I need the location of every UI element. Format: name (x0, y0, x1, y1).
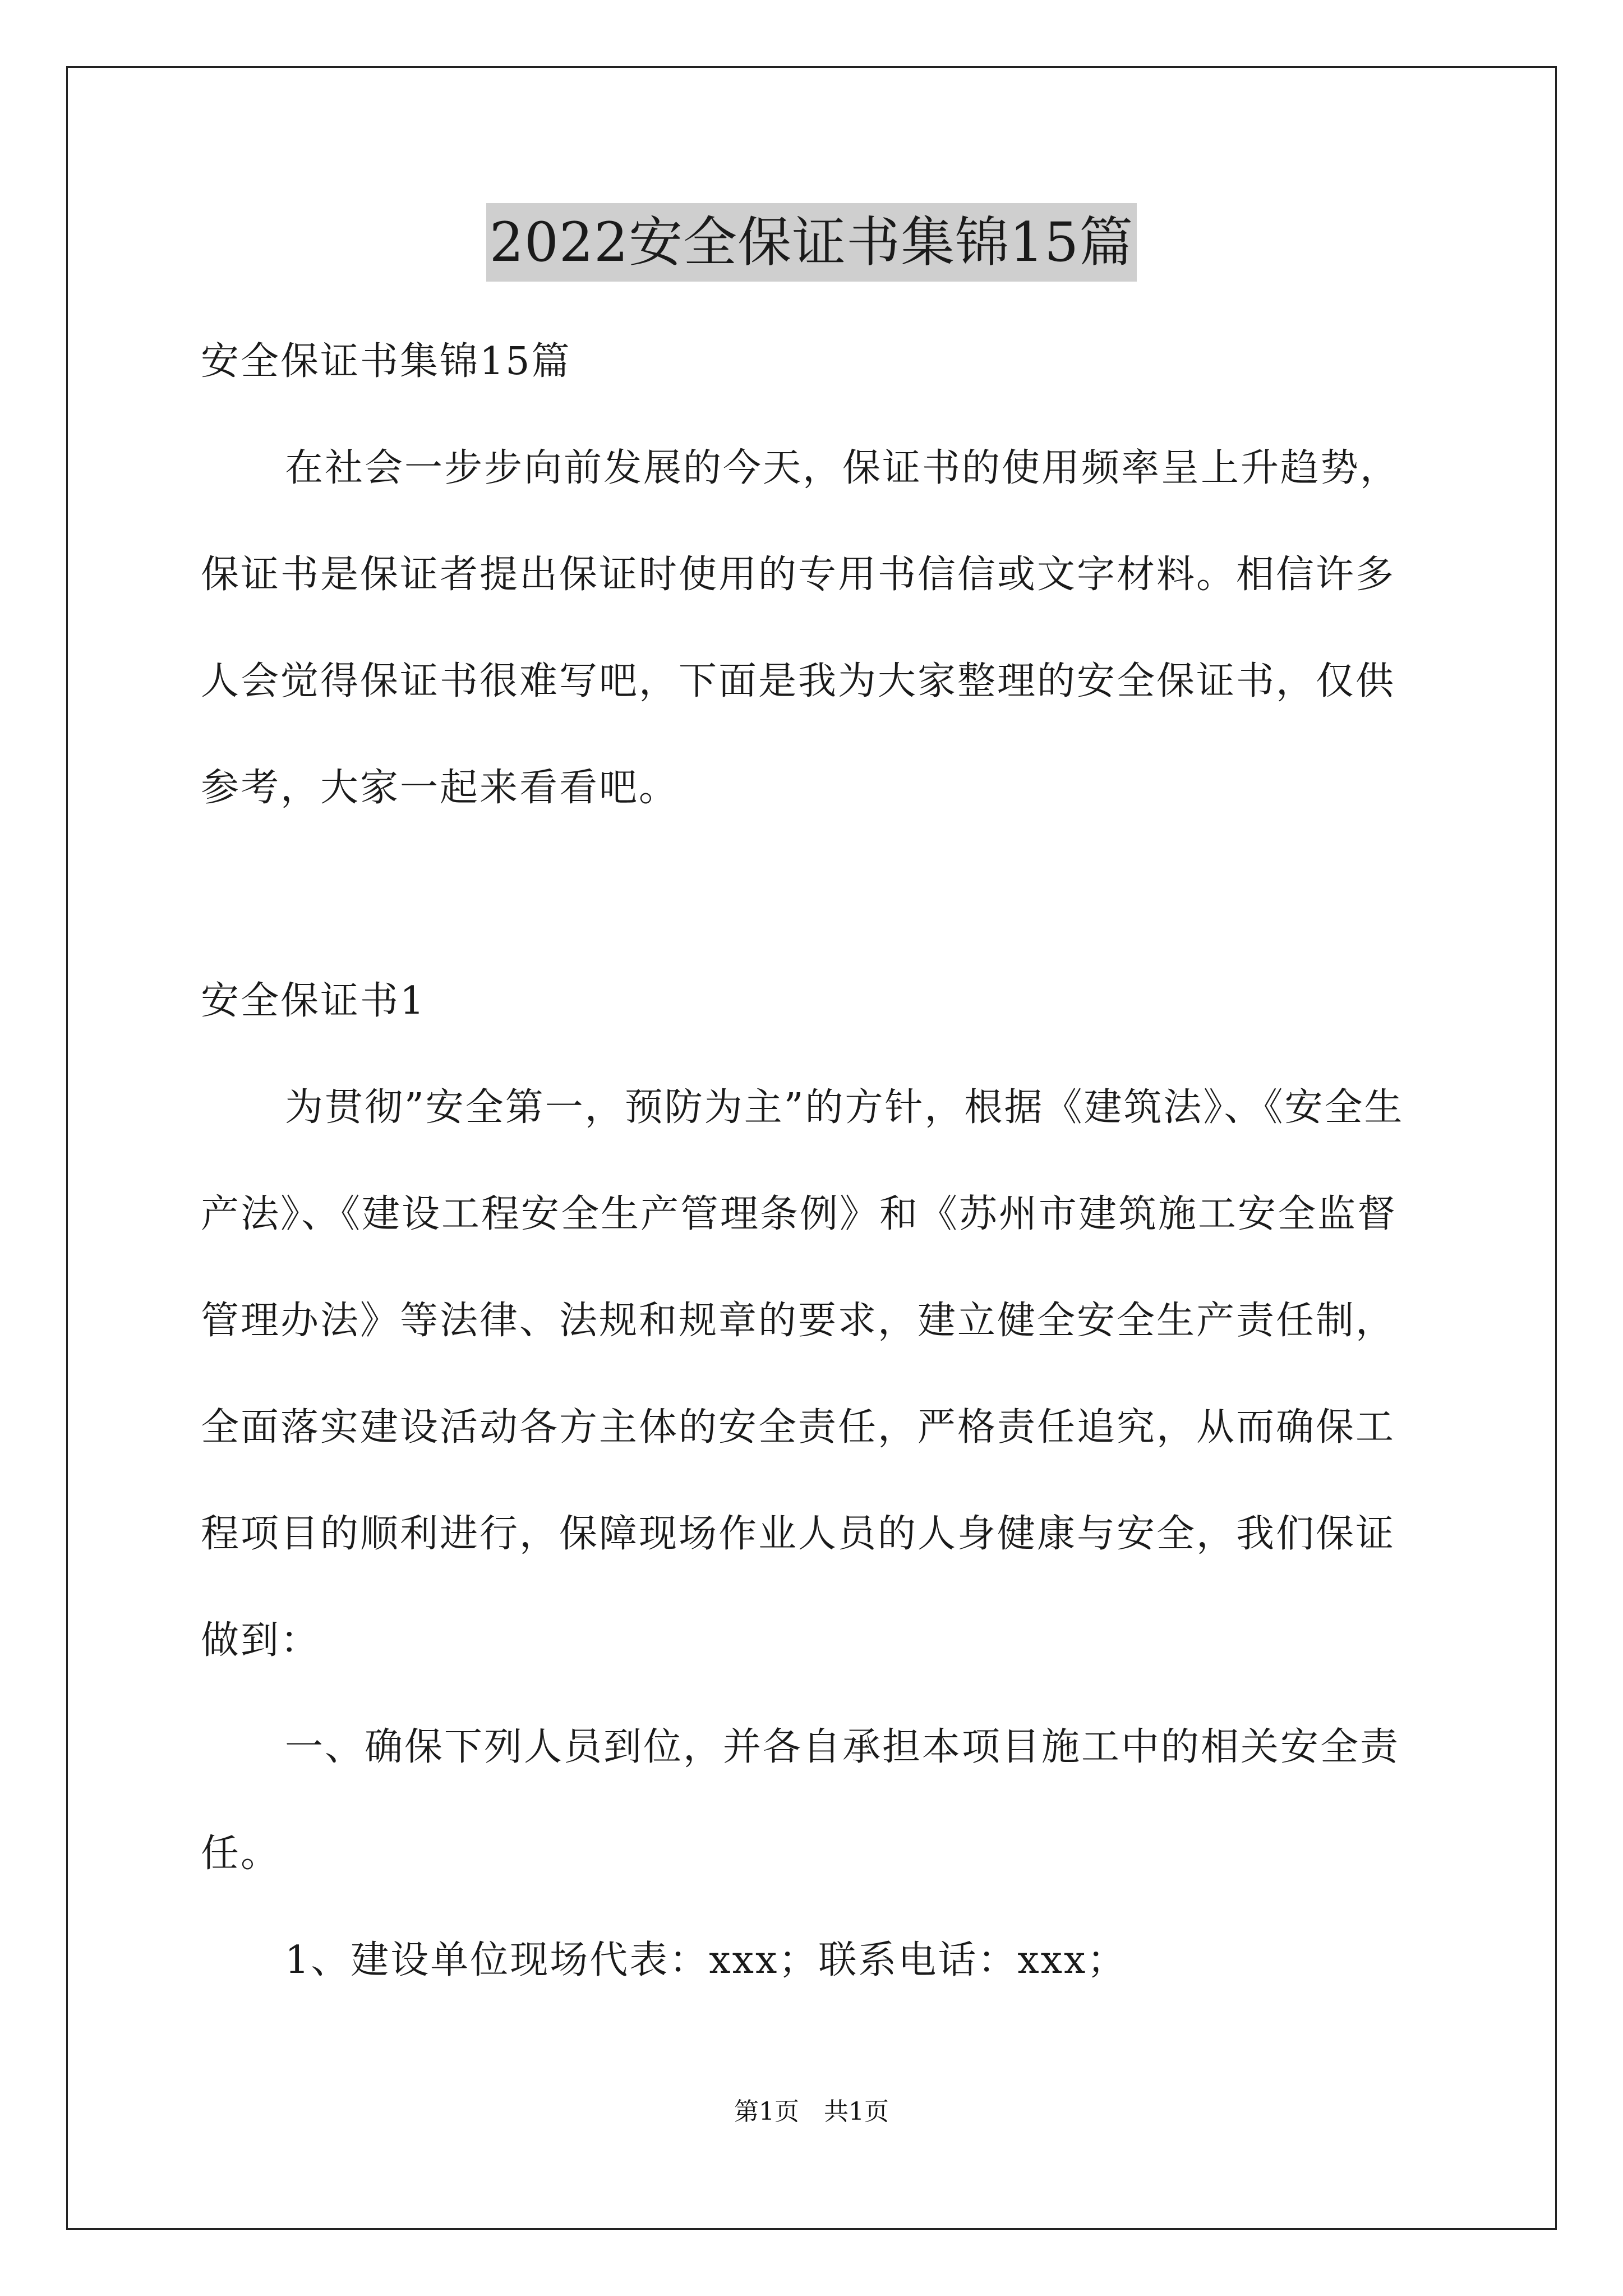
subtitle: 安全保证书集锦15篇 (201, 339, 571, 384)
document-body (201, 309, 1429, 2014)
section-paragraph: 为贯彻”安全第一，预防为主”的方针，根据《建筑法》、《安全生产法》、《建设工程安全生产管理条例》和《苏州市建筑施工安全监督管理办法》等法律、法规和规章的要求，建立健全安全生产责任制，全面落实建设活动各方主体的安全责任，严格责任追究，从而确保工程项目的顺利进行，保障现场作业人员的人身健康与安全，我们保证做到： (201, 1085, 1404, 1663)
page-footer: 第1页 共1页 (734, 2097, 889, 2126)
list-item: 1、建设单位现场代表：xxx；联系电话：xxx； (285, 1938, 1127, 1982)
title-text: 2022安全保证书集锦15篇 (486, 203, 1137, 282)
intro-paragraph: 在社会一步步向前发展的今天，保证书的使用频率呈上升趋势，保证书是保证者提出保证时使用的专用书信信或文字材料。相信许多人会觉得保证书很难写吧，下面是我为大家整理的安全保证书，仅供参考，大家一起来看看吧。 (201, 446, 1400, 810)
section-heading: 安全保证书1 (201, 979, 426, 1023)
document-title (0, 203, 1623, 282)
section-paragraph-personnel: 一、确保下列人员到位，并各自承担本项目施工中的相关安全责任。 (201, 1725, 1400, 1876)
section-spacer (201, 841, 1429, 948)
